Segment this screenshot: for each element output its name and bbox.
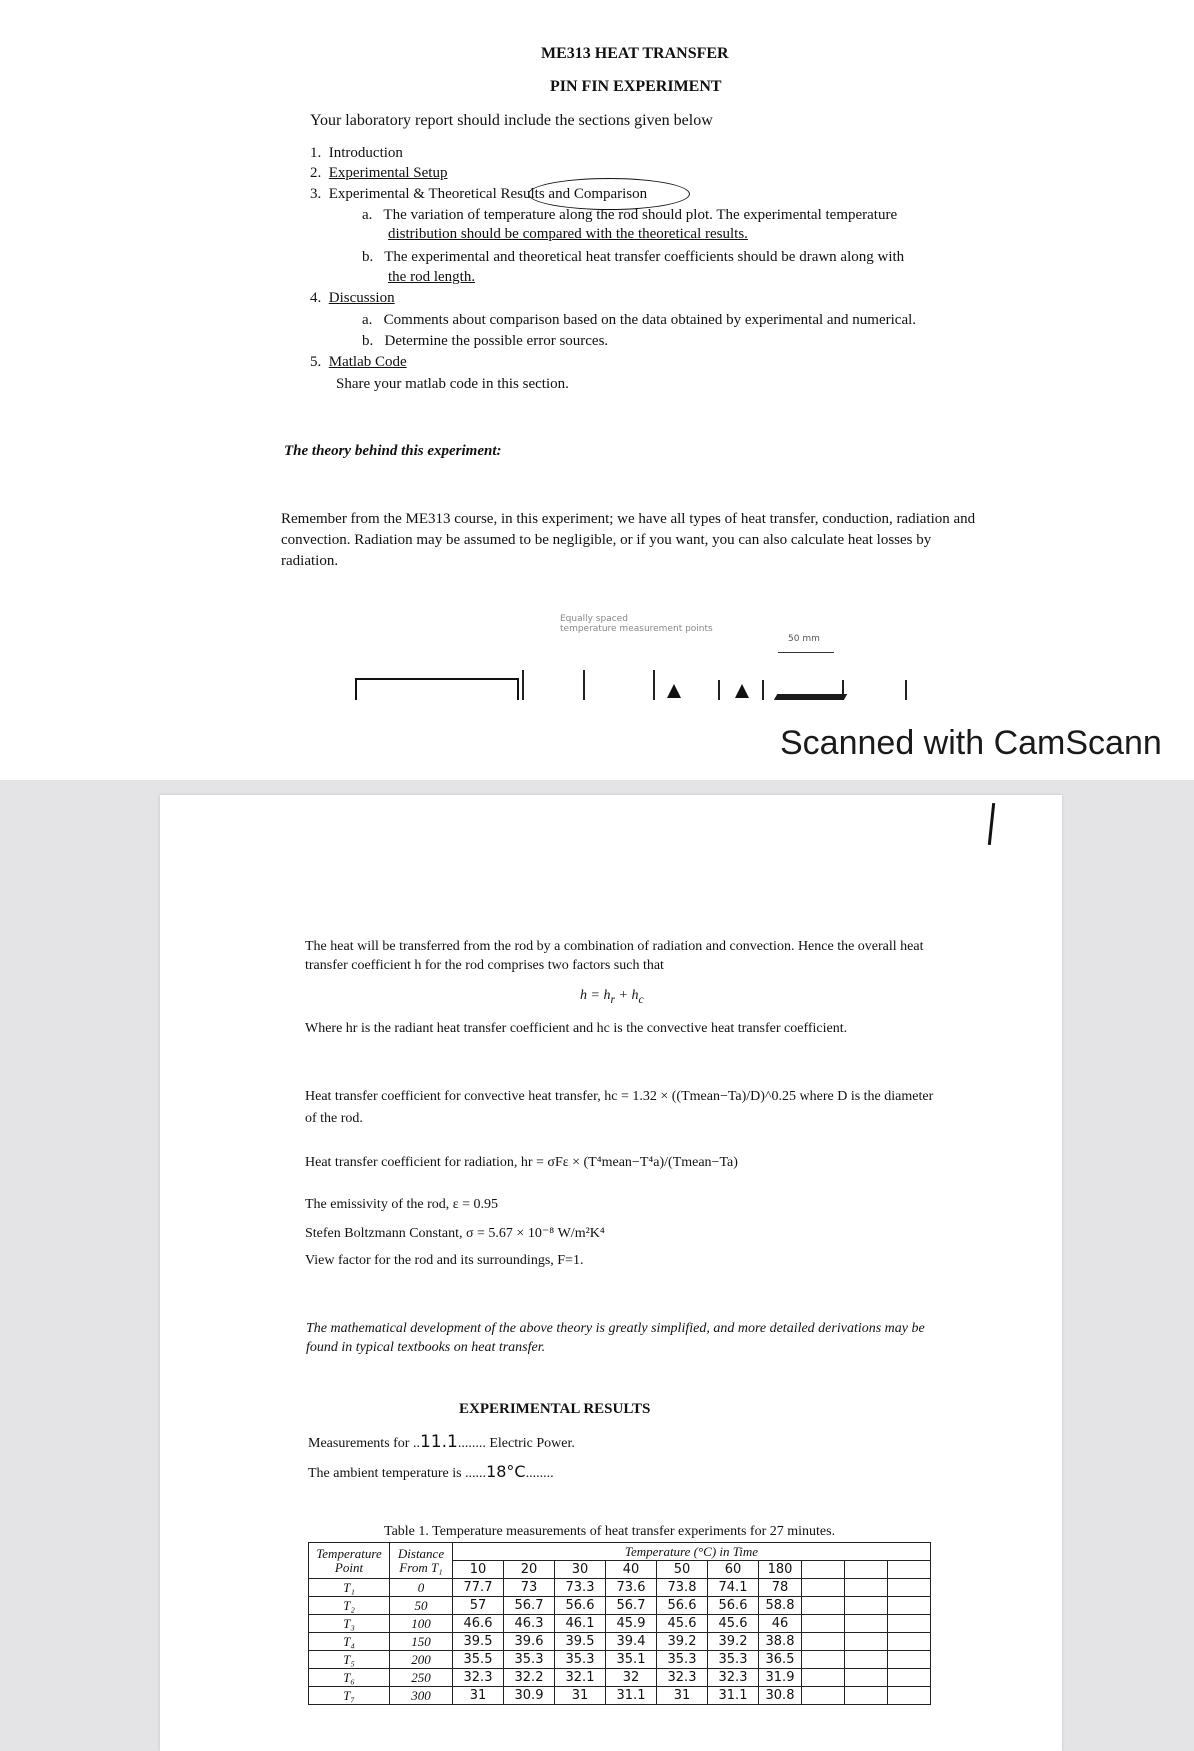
sub-item-3b-cont: the rod length. [388, 269, 476, 285]
temperature-cell: 36.5 [759, 1651, 802, 1669]
convective-formula: Heat transfer coefficient for convective heat transfer, hc = 1.32 × ((Tmean−Ta)/D)^0.25 where D is the diameter [305, 1089, 934, 1104]
table-row [309, 1669, 931, 1687]
distance-cell: 150 [390, 1633, 453, 1651]
handwritten-power: 11.1 [419, 1432, 458, 1452]
sub-item-4a: a. Comments about comparison based on the data obtained by experimental and numerical. [362, 312, 917, 328]
temperature-cell: 45.6 [657, 1615, 708, 1633]
scanned-page-1 [0, 0, 1194, 780]
temperature-cell [845, 1579, 888, 1597]
temperature-cell: 73.6 [606, 1579, 657, 1597]
temperature-cell: 57 [453, 1597, 504, 1615]
temperature-cell: 35.3 [504, 1651, 555, 1669]
report-intro: Your laboratory report should include the sections given below [310, 112, 713, 129]
temperature-cell: 32.3 [657, 1669, 708, 1687]
temperature-cell [845, 1615, 888, 1633]
temperature-cell: 74.1 [708, 1579, 759, 1597]
watermark-strip [0, 700, 1194, 780]
section-item-4: 4. Discussion [310, 290, 395, 306]
temperature-cell: 73.3 [555, 1579, 606, 1597]
scanned-page-2 [160, 795, 1062, 1751]
course-title: ME313 HEAT TRANSFER [541, 45, 729, 62]
temperature-cell: 30.8 [759, 1687, 802, 1705]
temperature-cell: 45.9 [606, 1615, 657, 1633]
table-row [309, 1633, 931, 1651]
temperature-cell: 31.1 [606, 1687, 657, 1705]
temperature-cell [888, 1633, 931, 1651]
temperature-cell: 35.3 [708, 1651, 759, 1669]
temperature-cell [888, 1615, 931, 1633]
time-header-cell: 50 [657, 1561, 708, 1579]
ambient-line: The ambient temperature is ......18°C........ [308, 1462, 554, 1481]
time-header-cell: 40 [606, 1561, 657, 1579]
temperature-cell [802, 1651, 845, 1669]
time-header-cell: 20 [504, 1561, 555, 1579]
time-header-cell: 30 [555, 1561, 606, 1579]
heat-transfer-paragraph: The heat will be transferred from the rod by a combination of radiation and convection. Hence the overall heat transfer coefficient h for the rod comprises two factors such that [305, 939, 924, 973]
point-cell: T₃ [309, 1615, 390, 1633]
temperature-cell: 31.9 [759, 1669, 802, 1687]
temperature-cell: 31.1 [708, 1687, 759, 1705]
temperature-cell: 73.8 [657, 1579, 708, 1597]
results-heading: EXPERIMENTAL RESULTS [459, 1401, 651, 1417]
section-label: Introduction [328, 145, 403, 161]
section-item-5: 5. Matlab Code [310, 354, 407, 370]
equation-h: $h = h_r + h_c$ [580, 988, 644, 1006]
time-header-cell: 10 [453, 1561, 504, 1579]
distance-cell: 100 [390, 1615, 453, 1633]
temperature-cell: 39.5 [453, 1633, 504, 1651]
temperature-cell: 46 [759, 1615, 802, 1633]
temperature-cell: 45.6 [708, 1615, 759, 1633]
table-header-row [309, 1543, 931, 1561]
distance-cell: 300 [390, 1687, 453, 1705]
temperature-cell [888, 1687, 931, 1705]
temperature-cell: 32.2 [504, 1669, 555, 1687]
point-cell: T₅ [309, 1651, 390, 1669]
temperature-cell: 39.6 [504, 1633, 555, 1651]
temperature-cell: 39.2 [657, 1633, 708, 1651]
distance-cell: 50 [390, 1597, 453, 1615]
temperature-cell [802, 1633, 845, 1651]
handwritten-ambient: 18°C [486, 1462, 526, 1481]
temperature-cell: 35.3 [657, 1651, 708, 1669]
measurement-line: Measurements for ..11.1........ Electric Power. [308, 1432, 575, 1452]
theory-paragraph: Remember from the ME313 course, in this experiment; we have all types of heat transfer, conduction, radiation and convection. Radiation may be assumed to be negligible, or if you want, you can also calculate heat losses by radiation. [281, 511, 976, 569]
figure-label-spacing: Equally spaced temperature measurement points [560, 614, 713, 634]
temperature-cell: 38.8 [759, 1633, 802, 1651]
header-distance: Distance From T₁ [390, 1543, 453, 1579]
section-item-3: 3. Experimental & Theoretical Results and Comparison [310, 186, 648, 202]
temperature-cell: 32.3 [453, 1669, 504, 1687]
distance-cell: 250 [390, 1669, 453, 1687]
figure-label-distance: 50 mm [788, 634, 820, 644]
temperature-cell: 56.6 [708, 1597, 759, 1615]
temperature-cell: 31 [555, 1687, 606, 1705]
emissivity-value: The emissivity of the rod, ε = 0.95 [305, 1197, 499, 1212]
temperature-cell: 58.8 [759, 1597, 802, 1615]
rod-mark [653, 670, 655, 702]
rod-mark [718, 680, 720, 702]
temperature-cell: 35.3 [555, 1651, 606, 1669]
temperature-cell: 39.5 [555, 1633, 606, 1651]
arrow-up-icon [735, 684, 749, 698]
section-label: Matlab Code [328, 354, 407, 370]
point-cell: T₆ [309, 1669, 390, 1687]
temperature-cell: 39.2 [708, 1633, 759, 1651]
table-row [309, 1597, 931, 1615]
temperature-cell: 56.6 [555, 1597, 606, 1615]
header-temperature-point: Temperature Point [309, 1543, 390, 1579]
temperature-cell: 73 [504, 1579, 555, 1597]
view-factor-value: View factor for the rod and its surroundings, F=1. [305, 1253, 584, 1268]
rod-mark [762, 680, 764, 702]
temperature-cell: 35.1 [606, 1651, 657, 1669]
time-header-cell: 180 [759, 1561, 802, 1579]
temperature-cell: 32.1 [555, 1669, 606, 1687]
temperature-cell: 78 [759, 1579, 802, 1597]
temperature-cell [845, 1633, 888, 1651]
temperature-cell [802, 1597, 845, 1615]
table-row [309, 1687, 931, 1705]
convective-formula-cont: of the rod. [305, 1111, 363, 1126]
temperature-cell: 46.6 [453, 1615, 504, 1633]
temperature-cell: 35.5 [453, 1651, 504, 1669]
sub-item-3a: a. The variation of temperature along the rod should plot. The experimental temperature [362, 207, 898, 223]
temperature-cell: 30.9 [504, 1687, 555, 1705]
results-table [308, 1542, 931, 1705]
stefan-boltzmann-value: Stefen Boltzmann Constant, σ = 5.67 × 10⁻⁸ W/m²K⁴ [305, 1226, 605, 1241]
dimension-line [778, 652, 834, 653]
temperature-cell: 56.6 [657, 1597, 708, 1615]
rod-mark [905, 680, 907, 702]
temperature-cell [845, 1597, 888, 1615]
table-row [309, 1651, 931, 1669]
table-row [309, 1615, 931, 1633]
theory-heading: The theory behind this experiment: [284, 443, 502, 459]
results-table-wrap [308, 1542, 931, 1705]
page-separator [0, 780, 1194, 795]
pen-circle-mark [528, 178, 690, 210]
sub-item-3b: b. The experimental and theoretical heat transfer coefficients should be drawn along with [362, 249, 905, 265]
experiment-title: PIN FIN EXPERIMENT [550, 78, 722, 95]
point-cell: T₄ [309, 1633, 390, 1651]
temperature-cell: 46.1 [555, 1615, 606, 1633]
section-item-2: 2. Experimental Setup [310, 165, 448, 181]
temperature-cell [888, 1579, 931, 1597]
camscanner-watermark: Scanned with CamScann [780, 724, 1162, 762]
distance-cell: 200 [390, 1651, 453, 1669]
rod-mark [522, 670, 524, 702]
table-body [309, 1579, 931, 1705]
temperature-cell: 46.3 [504, 1615, 555, 1633]
temperature-cell [802, 1687, 845, 1705]
header-temperature-group: Temperature (°C) in Time [453, 1543, 931, 1561]
sub-item-5: Share your matlab code in this section. [336, 376, 569, 392]
point-cell: T₁ [309, 1579, 390, 1597]
point-cell: T₇ [309, 1687, 390, 1705]
table-row [309, 1579, 931, 1597]
distance-cell: 0 [390, 1579, 453, 1597]
section-item-1: 1. Introduction [310, 145, 403, 161]
temperature-cell: 31 [453, 1687, 504, 1705]
time-header-cell [845, 1561, 888, 1579]
temperature-cell: 56.7 [504, 1597, 555, 1615]
temperature-cell [845, 1669, 888, 1687]
rod-mark [583, 670, 585, 702]
temperature-cell [845, 1687, 888, 1705]
temperature-cell [845, 1651, 888, 1669]
temperature-cell [802, 1579, 845, 1597]
radiation-formula: Heat transfer coefficient for radiation, hr = σFε × (T⁴mean−T⁴a)/(Tmean−Ta) [305, 1155, 738, 1170]
temperature-cell: 32.3 [708, 1669, 759, 1687]
section-label: Experimental & Theoretical Results and Comparison [328, 186, 648, 202]
theory-note: The mathematical development of the above theory is greatly simplified, and more detailed derivations may be found in typical textbooks on heat transfer. [306, 1321, 925, 1355]
section-label: Discussion [328, 290, 395, 306]
temperature-cell: 39.4 [606, 1633, 657, 1651]
table-caption: Table 1. Temperature measurements of heat transfer experiments for 27 minutes. [384, 1524, 836, 1539]
sub-item-4b: b. Determine the possible error sources. [362, 333, 609, 349]
temperature-cell [802, 1669, 845, 1687]
coefficient-definition: Where hr is the radiant heat transfer coefficient and hc is the convective heat transfer coefficient. [305, 1021, 848, 1036]
sub-item-3a-cont: distribution should be compared with the theoretical results. [388, 226, 748, 242]
temperature-cell [802, 1615, 845, 1633]
time-header-cell [802, 1561, 845, 1579]
temperature-cell: 56.7 [606, 1597, 657, 1615]
temperature-cell [888, 1597, 931, 1615]
time-header-cell [888, 1561, 931, 1579]
temperature-cell [888, 1669, 931, 1687]
temperature-cell: 32 [606, 1669, 657, 1687]
section-label: Experimental Setup [328, 165, 448, 181]
temperature-cell [888, 1651, 931, 1669]
temperature-cell: 31 [657, 1687, 708, 1705]
time-header-cell: 60 [708, 1561, 759, 1579]
point-cell: T₂ [309, 1597, 390, 1615]
arrow-up-icon [667, 684, 681, 698]
temperature-cell: 77.7 [453, 1579, 504, 1597]
pen-stroke-mark [988, 803, 995, 845]
